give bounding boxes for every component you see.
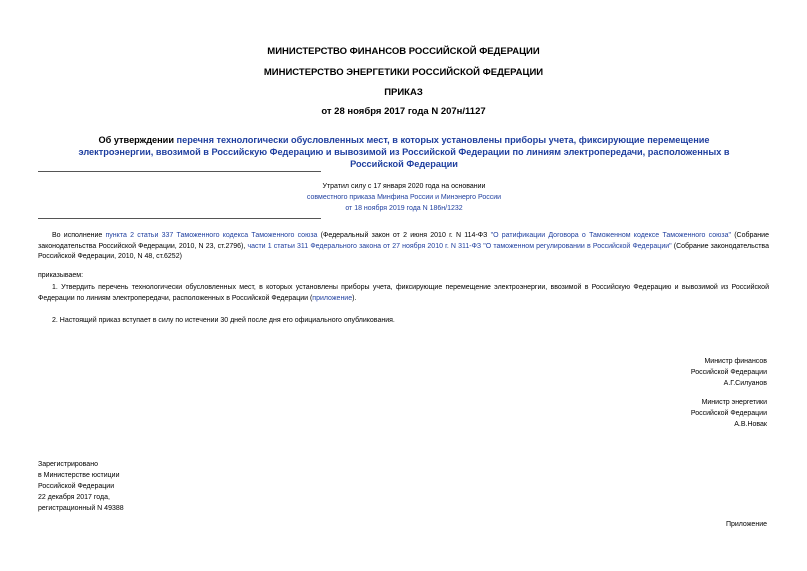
preamble-text: (Собрание законодательства Российской Федерации, 2010, N 23, ст.2796),	[38, 232, 769, 250]
document-type: ПРИКАЗ	[384, 87, 423, 98]
preamble-text: (Собрание законодательства Российской Федерации, 2010, N 48, ст.6252)	[38, 242, 769, 260]
status-note	[250, 181, 558, 214]
registration-line: Российской Федерации	[38, 483, 115, 490]
document-date-number: от 28 ноября 2017 года N 207н/1127	[321, 106, 486, 117]
item-1-text: 1. Утвердить перечень технологически обусловленных мест, в которых установлены приборы учета, фиксирующие перемещение электроэнергии, ввозимой в Российскую Федерацию и вывозимой из Российской Федерации по линиям электропередачи, расположенных в Российской Федерации (	[38, 284, 769, 302]
ratification-law-link[interactable]: "О ратификации Договора о Таможенном кодексе Таможенного союза"	[490, 232, 731, 239]
signature-country: Российской Федерации	[690, 410, 767, 417]
customs-regulation-law-link[interactable]: части 1 статьи 311 Федерального закона от 27 ноября 2010 г. N 311-ФЗ "О таможенном регулировании в Российской Федерации"	[247, 242, 672, 250]
divider-bottom	[38, 218, 321, 219]
title-list-link[interactable]: перечня технологически обусловленных мест, в которых установлены приборы учета, фиксирующие перемещение электроэнергии, ввозимой в Российскую Федерацию и вывозимой из Российской Федерации по линиям электропередачи, расположенных в Российской Федерации	[78, 135, 730, 169]
status-note-link[interactable]: совместного приказа Минфина России и Минэнерго России	[306, 194, 502, 201]
title-prefix: Об утверждении	[98, 135, 177, 145]
item-2-paragraph: 2. Настоящий приказ вступает в силу по истечении 30 дней после дня его официального опубликования.	[52, 317, 395, 324]
signature-country: Российской Федерации	[690, 369, 767, 376]
signature-name: А.Г.Силуанов	[723, 380, 767, 387]
signature-energy-minister	[691, 397, 767, 430]
preamble-text: Во исполнение	[52, 232, 106, 239]
registration-date: 22 декабря 2017 года,	[38, 494, 110, 501]
ministry-finance-heading: МИНИСТЕРСТВО ФИНАНСОВ РОССИЙСКОЙ ФЕДЕРАЦИИ	[267, 46, 540, 57]
status-note-line: Утратил силу с 17 января 2020 года на основании	[322, 183, 486, 190]
ministry-energy-heading: МИНИСТЕРСТВО ЭНЕРГЕТИКИ РОССИЙСКОЙ ФЕДЕРАЦИИ	[263, 67, 544, 78]
status-note-link-date[interactable]: от 18 ноября 2019 года N 186н/1232	[345, 205, 463, 212]
customs-code-link[interactable]: пункта 2 статьи 337 Таможенного кодекса Таможенного союза	[105, 232, 318, 239]
registration-line: Зарегистрировано	[38, 461, 98, 468]
order-word: приказываем:	[38, 272, 84, 279]
registration-line: в Министерстве юстиции	[38, 472, 120, 479]
preamble-paragraph	[38, 231, 769, 263]
signature-finance-minister	[691, 356, 767, 389]
appendix-label: Приложение	[725, 521, 767, 528]
signature-name: А.В.Новак	[734, 421, 767, 428]
signature-title: Министр финансов	[704, 358, 767, 365]
document-title	[70, 134, 738, 170]
preamble-text: (Федеральный закон от 2 июня 2010 г. N 114-ФЗ	[317, 232, 491, 239]
appendix-link[interactable]: приложение	[312, 294, 353, 302]
divider-top	[38, 171, 321, 172]
registration-block	[38, 459, 124, 514]
item-1-tail: ).	[352, 294, 357, 302]
item-1-paragraph	[38, 283, 769, 304]
registration-number: регистрационный N 49388	[38, 505, 124, 512]
signature-title: Министр энергетики	[701, 399, 767, 406]
